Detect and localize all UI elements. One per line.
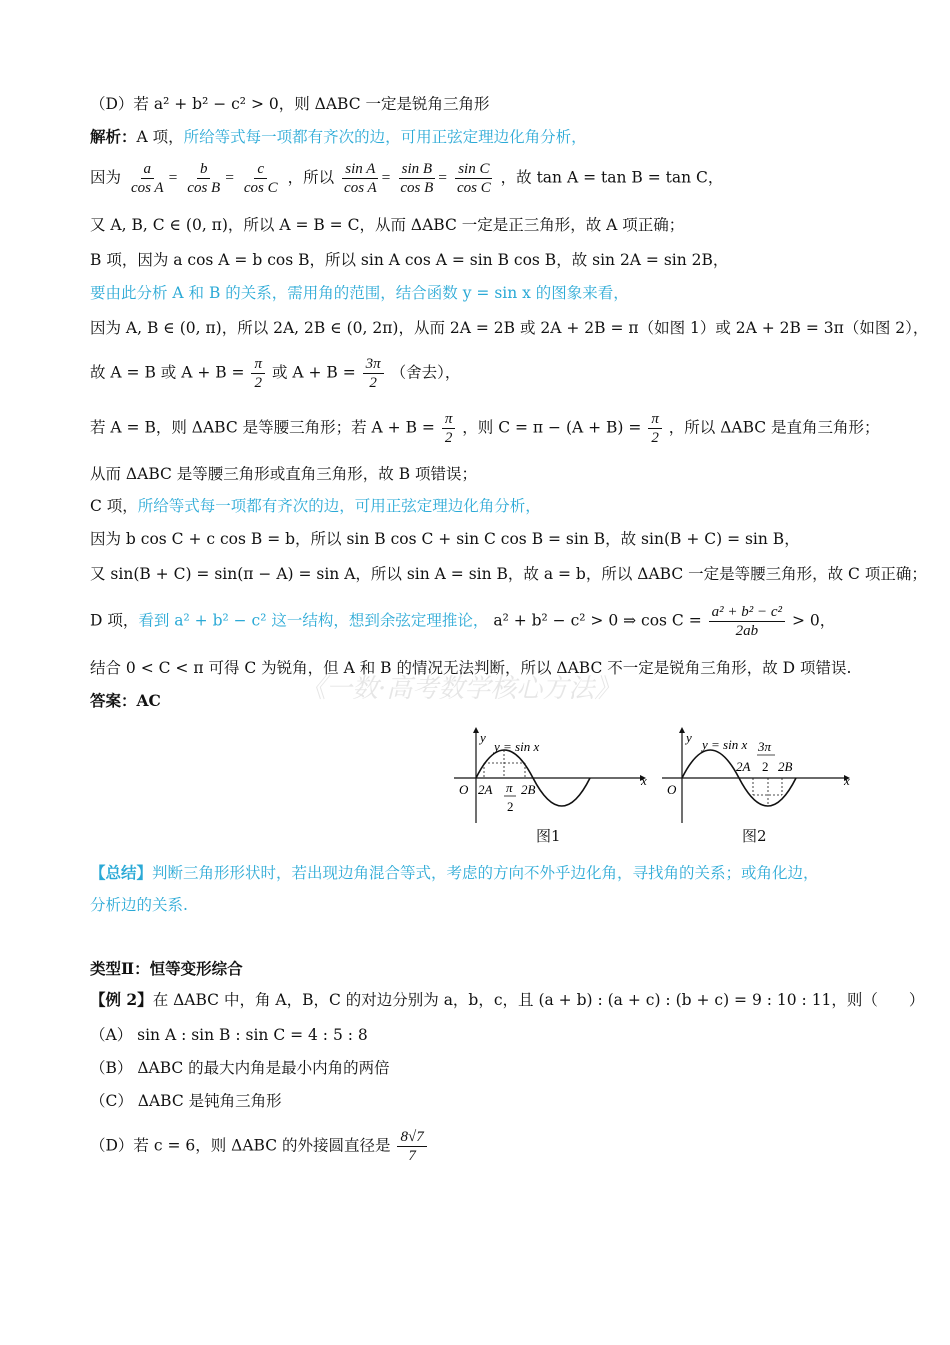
fig2-3pi-num: 3π bbox=[758, 739, 772, 754]
figure-1 bbox=[452, 725, 652, 825]
frac-pi-2: $\frac{\pi}{2}$ bbox=[251, 355, 265, 392]
fig2-2a-label: 2A bbox=[736, 759, 751, 774]
fig2-x-label: x bbox=[844, 773, 850, 788]
fig1-caption: 图1 bbox=[536, 827, 561, 845]
fig2-origin: O bbox=[667, 782, 677, 797]
frac-c-cosC: $\frac{c}{\text{cos C}}$ bbox=[243, 161, 278, 196]
fig2-y-label: y bbox=[686, 730, 692, 745]
fig1-curve-label: y = sin x bbox=[494, 739, 540, 754]
summary-line-1: 【总结】判断三角形形状时，若出现边角混合等式，考虑的方向不外乎边化角，寻找角的关系；或角化边， bbox=[90, 863, 819, 882]
frac-cosine-law: $\frac{\text{a² + b² − c²}}{2ab}$ bbox=[709, 603, 785, 640]
line-range: 因为 A, B ∈ (0, π)，所以 2A, 2B ∈ (0, 2π)，从而 2A = 2B 或 2A + 2B = π（如图 1）或 2A + 2B = 3π（如图 2）， bbox=[90, 319, 929, 337]
frac-sinA-cosA: $\frac{\text{sin A}}{\text{cos A}}$ bbox=[344, 161, 377, 196]
analysis-a-line: 解析：A 项，所给等式每一项都有齐次的边，可用正弦定理边化角分析， bbox=[90, 127, 587, 146]
fig1-pi-num: π bbox=[506, 780, 513, 795]
answer: 答案：AC bbox=[90, 691, 161, 710]
fig1-2b-label: 2B bbox=[521, 782, 536, 797]
line-b-conclusion: 从而 ΔABC 是等腰三角形或直角三角形，故 B 项错误； bbox=[90, 465, 478, 483]
fig1-x-label: x bbox=[641, 773, 647, 788]
watermark: 《一数·高考数学核心方法》 bbox=[300, 674, 621, 704]
fig2-3pi-den: 2 bbox=[762, 759, 769, 774]
fig2-caption: 图2 bbox=[742, 827, 767, 845]
summary-line-2: 分析边的关系. bbox=[90, 896, 188, 914]
fig2-2b-label: 2B bbox=[778, 759, 793, 774]
ratio-line: 因为 $\frac{a}{\text{cos A}}$ = $\frac{b}{\text{cos B}}$ = $\frac{c}{\text{cos C}}$ ，所以 $\frac{\text{sin A}}{\text{cos A}}$ = $\frac{\text{sin B}}{\text{cos B}}$ = $\frac{\text{sin C}}{\text{cos C}}$ ，故 tan A = tan B = tan C， bbox=[90, 161, 724, 196]
example-2: 【例 2】在 ΔABC 中，角 A，B，C 的对边分别为 a，b，c，且 (a + b) : (a + c) : (b + c) = 9 : 10 : 11，则（ ） bbox=[90, 990, 925, 1009]
option-d-line: （D）若 a² + b² − c² > 0，则 ΔABC 一定是锐角三角形 bbox=[90, 95, 490, 113]
frac-sinB-cosB: $\frac{\text{sin B}}{\text{cos B}}$ bbox=[400, 161, 434, 196]
fig1-2a-label: 2A bbox=[478, 782, 493, 797]
frac-b-cosB: $\frac{b}{\text{cos B}}$ bbox=[187, 161, 221, 196]
option-c: （C） ΔABC 是钝角三角形 bbox=[90, 1092, 282, 1110]
figure-2 bbox=[660, 725, 860, 825]
line-sum-angles: 故 A = B 或 A + B = $\frac{\pi}{2}$ 或 A + B = $\frac{3\pi}{2}$ （舍去）， bbox=[90, 356, 461, 391]
frac-pi-2: $\frac{\pi}{2}$ bbox=[648, 410, 662, 447]
fig2-curve-label: y = sin x bbox=[702, 737, 748, 752]
line-right-triangle: 若 A = B，则 ΔABC 是等腰三角形；若 A + B = $\frac{\pi}{2}$ ，则 C = π − (A + B) = $\frac{\pi}{2}$ ，所以 ΔABC 是直角三角形； bbox=[90, 411, 880, 446]
option-b: （B） ΔABC 的最大内角是最小内角的两倍 bbox=[90, 1059, 390, 1077]
frac-sinC-cosC: $\frac{\text{sin C}}{\text{cos C}}$ bbox=[456, 161, 491, 196]
line-b-item: B 项，因为 a cos A = b cos B，所以 sin A cos A = sin B cos B，故 sin 2A = sin 2B， bbox=[90, 251, 729, 269]
line-c-item: C 项，所给等式每一项都有齐次的边，可用正弦定理边化角分析， bbox=[90, 497, 541, 515]
section-heading: 类型Ⅱ：恒等变形综合 bbox=[90, 959, 243, 978]
line-d-conclusion: 结合 0 < C < π 可得 C 为锐角，但 A 和 B 的情况无法判断，所以 ΔABC 不一定是锐角三角形，故 D 项错误. bbox=[90, 659, 852, 677]
frac-a-cosA: $\frac{a}{\text{cos A}}$ bbox=[130, 161, 164, 196]
line-c-proof: 因为 b cos C + c cos B = b，所以 sin B cos C + sin C cos B = sin B，故 sin(B + C) = sin B， bbox=[90, 530, 800, 548]
line-d-item: D 项，看到 a² + b² − c² 这一结构，想到余弦定理推论， a² + b² − c² > 0 ⇒ cos C = $\frac{\text{a² + b² − c²}}{2ab}$ > 0， bbox=[90, 604, 836, 639]
line-b-hint: 要由此分析 A 和 B 的关系，需用角的范围，结合函数 y = sin x 的图象来看， bbox=[90, 284, 629, 302]
line-c-conclusion: 又 sin(B + C) = sin(π − A) = sin A，所以 sin A = sin B，故 a = b，所以 ΔABC 一定是等腰三角形，故 C 项正确； bbox=[90, 565, 927, 583]
frac-diameter: $\frac{8√7}{7}$ bbox=[397, 1128, 426, 1165]
option-a: （A） sin A : sin B : sin C = 4 : 5 : 8 bbox=[90, 1026, 368, 1044]
frac-3pi-2: $\frac{3\pi}{2}$ bbox=[363, 355, 384, 392]
fig1-pi-den: 2 bbox=[507, 799, 514, 814]
fig1-origin: O bbox=[459, 782, 469, 797]
line-equilateral: 又 A, B, C ∈ (0, π)，所以 A = B = C，从而 ΔABC 一定是正三角形，故 A 项正确； bbox=[90, 216, 685, 234]
fig1-y-label: y bbox=[480, 730, 486, 745]
frac-pi-2: $\frac{\pi}{2}$ bbox=[442, 410, 456, 447]
option-d: （D）若 c = 6，则 ΔABC 的外接圆直径是 $\frac{8√7}{7}$ bbox=[90, 1128, 429, 1165]
